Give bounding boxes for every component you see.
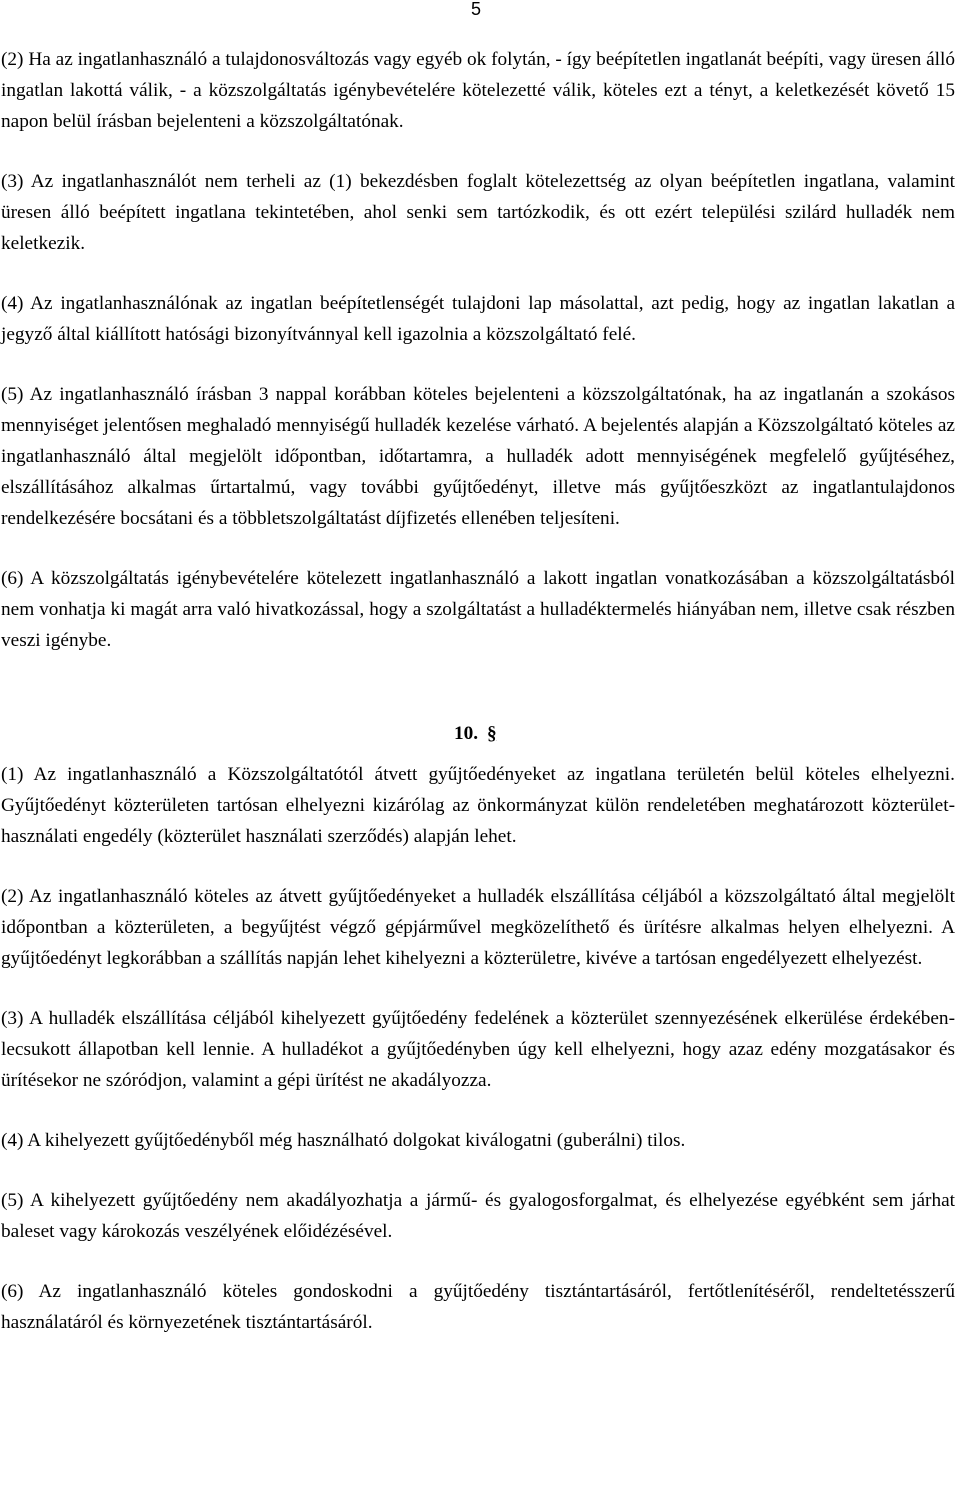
paragraph-2: (2) Ha az ingatlanhasználó a tulajdonosváltozás vagy egyéb ok folytán, - így beépítetlen ingatlanát beépíti, vagy üresen álló ingatlan lakottá válik, - a közszolgáltatás igénybevételére kötelezetté válik, köteles ezt a tényt, a keletkezését követő 15 napon belül írásban bejelenteni a közszolgáltatónak. bbox=[1, 49, 955, 132]
paragraph-3: (3) Az ingatlanhasználót nem terheli az (1) bekezdésben foglalt kötelezettség az olyan beépítetlen ingatlana, valamint üresen álló beépített ingatlana tekintetében, ahol senki sem tartózkodik, és ott ezért települési szilárd hulladék nem keletkezik. bbox=[1, 171, 955, 254]
section-paragraph-3: (3) A hulladék elszállítása céljából kihelyezett gyűjtőedény fedelének a közterület szennyezésének elkerülése érdekében- lecsukott állapotban kell lennie. A hulladékot a gyűjtőedényben úgy kell elhelyezni, hogy azaz edény mozgatásakor és ürítésekor ne szóródjon, valamint a gépi ürítést ne akadályozza. bbox=[1, 1008, 955, 1091]
section-number: 10. bbox=[454, 723, 479, 744]
paragraph-4: (4) Az ingatlanhasználónak az ingatlan beépítetlenségét tulajdoni lap másolattal, azt pedig, hogy az ingatlan lakatlan a jegyző által kiállított hatósági bizonyítvánnyal kell igazolnia a közszolgáltató felé. bbox=[1, 293, 955, 345]
section-paragraph-1: (1) Az ingatlanhasználó a Közszolgáltatótól átvett gyűjtőedényeket az ingatlana területén belül köteles elhelyezni. Gyűjtőedényt közterületen tartósan elhelyezni kizárólag az önkormányzat külön rendeletében meghatározott közterület-használati engedély (közterület használati szerződés) alapján lehet. bbox=[1, 764, 955, 847]
section-paragraph-2: (2) Az ingatlanhasználó köteles az átvett gyűjtőedényeket a hulladék elszállítása céljából a közszolgáltató által megjelölt időpontban a közterületen, a begyűjtést végző gépjárművel megközelíthető és ürítésre alkalmas helyen elhelyezni. A gyűjtőedényt legkorábban a szállítás napján lehet kihelyezni a közterületre, kivéve a tartósan engedélyezett elhelyezést. bbox=[1, 886, 955, 969]
document-body bbox=[1, 44, 955, 1338]
section-paragraph-4: (4) A kihelyezett gyűjtőedényből még használható dolgokat kiválogatni (guberálni) tilos. bbox=[1, 1130, 686, 1151]
section-paragraph-6: (6) Az ingatlanhasználó köteles gondoskodni a gyűjtőedény tisztántartásáról, fertőtlenítéséről, rendeltetésszerű használatáról és környezetének tisztántartásáról. bbox=[1, 1281, 955, 1333]
section-sign: § bbox=[487, 723, 497, 744]
paragraph-5: (5) Az ingatlanhasználó írásban 3 nappal korábban köteles bejelenteni a közszolgáltatónak, ha az ingatlanán a szokásos mennyiséget jelentősen meghaladó mennyiségű hulladék kezelése várható. A bejelentés alapján a Közszolgáltató köteles az ingatlanhasználó által megjelölt időpontban, időtartamra, a hulladék adott mennyiségének megfelelő gyűjtéséhez, elszállításához alkalmas űrtartalmú, vagy további gyűjtőedényt, illetve más gyűjtőeszközt az ingatlantulajdonos rendelkezésére bocsátani és a többletszolgáltatást díjfizetés ellenében teljesíteni. bbox=[1, 384, 955, 529]
section-paragraph-5: (5) A kihelyezett gyűjtőedény nem akadályozhatja a jármű- és gyalogosforgalmat, és elhelyezése egyébként sem járhat baleset vagy károkozás veszélyének előidézésével. bbox=[1, 1190, 955, 1242]
page-number: 5 bbox=[471, 0, 482, 19]
section-heading bbox=[1, 718, 955, 749]
paragraph-6: (6) A közszolgáltatás igénybevételére kötelezett ingatlanhasználó a lakott ingatlan vonatkozásában a közszolgáltatásból nem vonhatja ki magát arra való hivatkozással, hogy a szolgáltatást a hulladéktermelés hiányában nem, illetve csak részben veszi igénybe. bbox=[1, 568, 955, 651]
